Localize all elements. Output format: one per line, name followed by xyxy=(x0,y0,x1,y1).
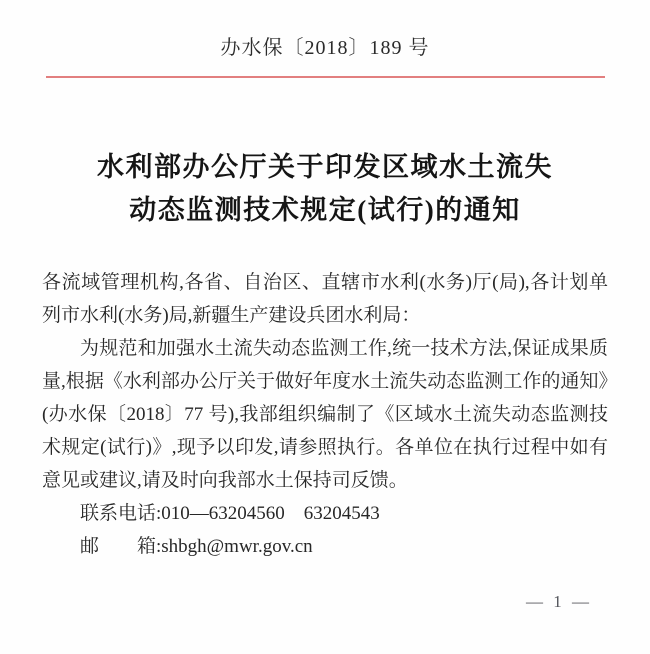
page-number: — 1 — xyxy=(526,592,592,611)
main-body-paragraph: 为规范和加强水土流失动态监测工作,统一技术方法,保证成果质量,根据《水利部办公厅关于做好年度水土流失动态监测工作的通知》(办水保〔2018〕77 号),我部组织编制了《区域水土流失动态监测技术规定(试行)》,现予以印发,请参照执行。各单位在执行过程中如有意见或建议,请及时向我部水土保持司反馈。 xyxy=(42,338,608,491)
document-title-line2: 动态监测技术规定(试行)的通知 xyxy=(129,195,521,225)
contact-email-line: 邮 箱:shbgh@mwr.gov.cn xyxy=(80,536,313,557)
document-reference-number: 办水保〔2018〕189 号 xyxy=(220,37,430,59)
contact-phone-line: 联系电话:010—63204560 63204543 xyxy=(80,503,380,524)
salutation-paragraph: 各流域管理机构,各省、自治区、直辖市水利(水务)厅(局),各计划单列市水利(水务)局,新疆生产建设兵团水利局： xyxy=(42,272,608,326)
red-divider-rule xyxy=(46,76,605,78)
document-body xyxy=(42,266,608,563)
document-title-line1: 水利部办公厅关于印发区域水土流失 xyxy=(97,152,553,182)
document-title xyxy=(0,146,650,232)
